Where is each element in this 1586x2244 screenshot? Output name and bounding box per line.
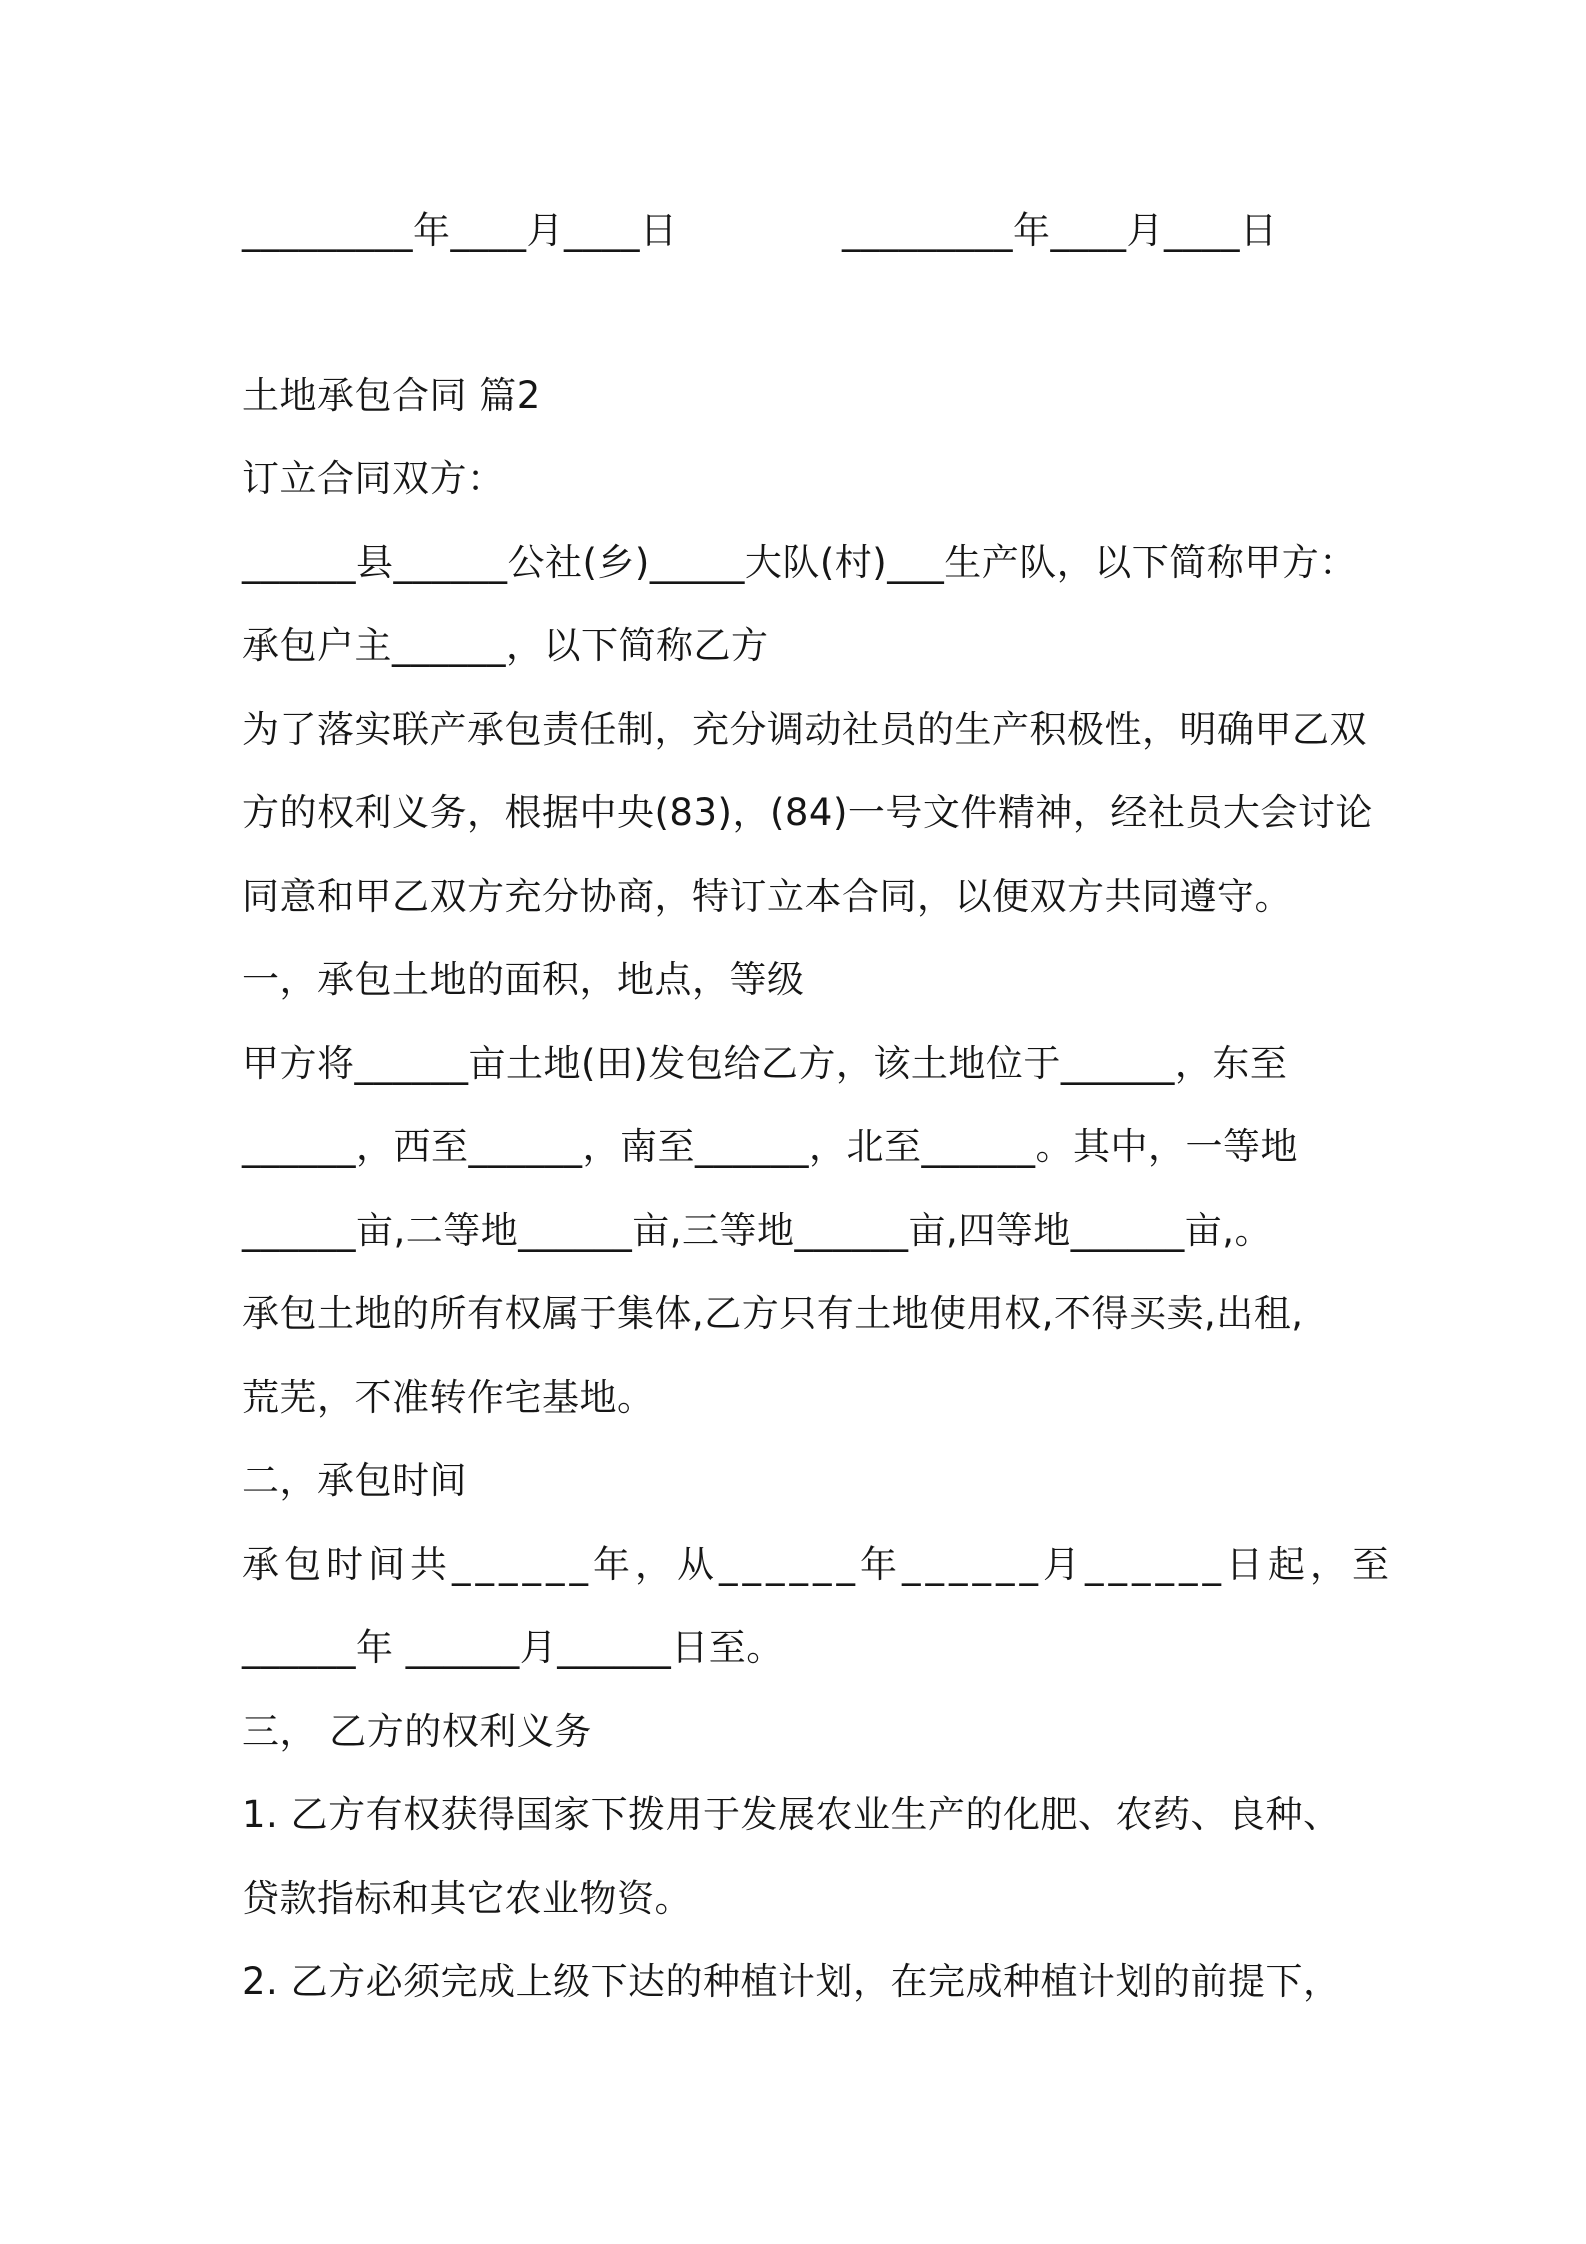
preamble-line: 同意和甲乙双方充分协商，特订立本合同，以便双方共同遵守。: [242, 875, 1292, 918]
clause3-line: 2. 乙方必须完成上级下达的种植计划，在完成种植计划的前提下，: [242, 1960, 1341, 2003]
preamble-line: 为了落实联产承包责任制，充分调动社员的生产积极性，明确甲乙双: [242, 708, 1367, 751]
clause3-line: 贷款指标和其它农业物资。: [242, 1877, 692, 1920]
clause1-line: ______，西至______，南至______，北至______。其中，一等地: [242, 1125, 1298, 1168]
clause3-line: 1. 乙方有权获得国家下拨用于发展农业生产的化肥、农药、良种、: [242, 1793, 1341, 1836]
signature-date-right: _________年____月____日: [842, 209, 1278, 252]
clause2-line: 承包时间共______年，从______年______月______日起，至: [242, 1543, 1394, 1586]
party-a-line: ______县______公社(乡)_____大队(村)___生产队，以下简称甲方：: [242, 541, 1357, 584]
clause1-heading: 一，承包土地的面积，地点，等级: [242, 958, 805, 1001]
clause2-heading: 二，承包时间: [242, 1459, 467, 1502]
parties-heading: 订立合同双方：: [242, 457, 505, 500]
clause1-line: 承包土地的所有权属于集体,乙方只有土地使用权,不得买卖,出租,: [242, 1292, 1304, 1335]
clause1-line: ______亩,二等地______亩,三等地______亩,四等地______亩,。: [242, 1209, 1273, 1252]
signature-date-left: _________年____月____日: [242, 209, 678, 252]
preamble-line: 方的权利义务，根据中央(83)，(84)一号文件精神，经社员大会讨论: [242, 791, 1373, 834]
clause3-heading: 三， 乙方的权利义务: [242, 1710, 592, 1753]
section-title: 土地承包合同 篇2: [242, 374, 541, 417]
party-b-line: 承包户主______，以下简称乙方: [242, 624, 769, 667]
clause2-line: ______年 ______月______日至。: [242, 1626, 784, 1669]
clause1-line: 荒芜，不准转作宅基地。: [242, 1376, 655, 1419]
clause1-line: 甲方将______亩土地(田)发包给乙方，该土地位于______，东至: [242, 1042, 1288, 1085]
